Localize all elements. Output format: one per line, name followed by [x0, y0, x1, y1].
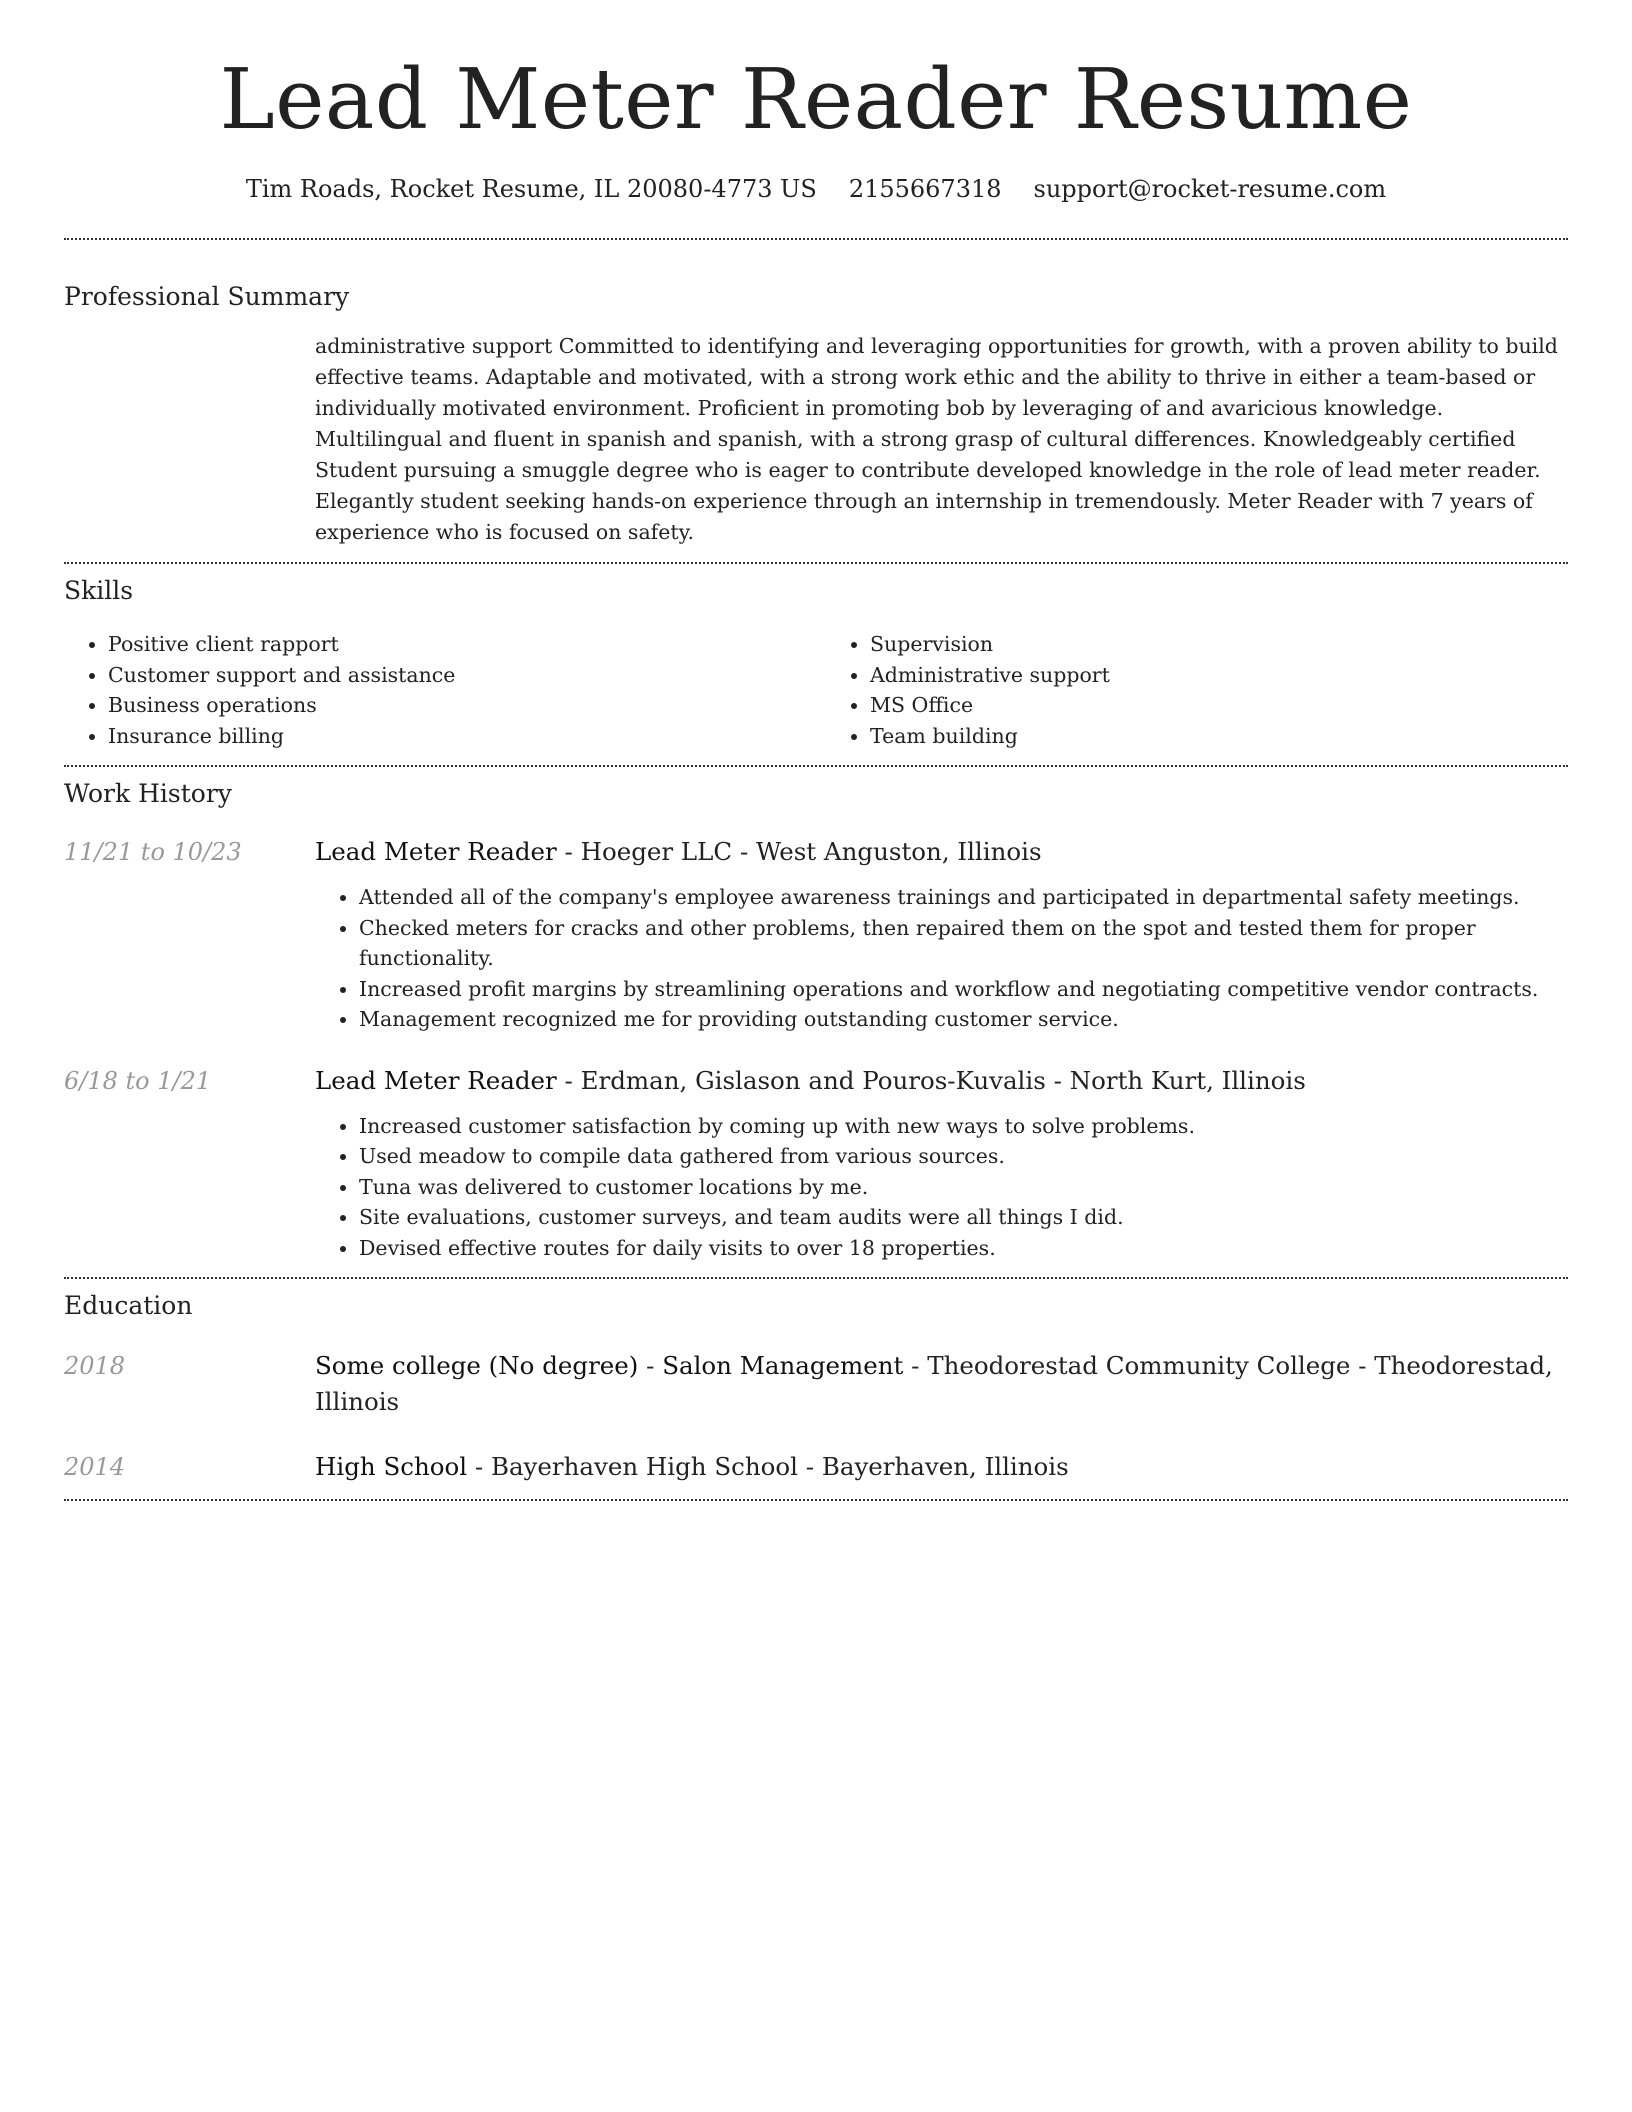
separator: -: [638, 1351, 663, 1380]
section-title-summary: Professional Summary: [64, 282, 350, 311]
job-bullets: [315, 1111, 1568, 1264]
separator: -: [732, 837, 757, 866]
job-bullet: • Increased customer satisfaction by coming up with new ways to solve problems.: [359, 1111, 1568, 1142]
education-degree: Some college (No degree): [315, 1351, 639, 1380]
skills-list-left: [64, 629, 806, 751]
work-section: [64, 767, 1568, 1263]
resume-title: Lead Meter Reader Resume: [219, 51, 1413, 148]
education-school: Theodorestad Community College: [927, 1351, 1351, 1380]
separator: -: [1350, 1351, 1375, 1380]
separator: -: [467, 1452, 491, 1481]
education-school: Bayerhaven High School: [490, 1452, 798, 1481]
section-title-education: Education: [64, 1291, 193, 1320]
job-position: Lead Meter Reader: [315, 837, 557, 866]
job-bullet: • Site evaluations, customer surveys, and team audits were all things I did.: [359, 1202, 1568, 1233]
separator: -: [556, 837, 581, 866]
resume-page: [64, 0, 1568, 1501]
job-heading: [315, 834, 1568, 870]
job-company: Erdman, Gislason and Pouros-Kuvalis: [580, 1065, 1046, 1095]
job-bullet: • Attended all of the company's employee awareness trainings and participated in departmental safety meetings.: [359, 882, 1568, 913]
separator: -: [556, 1065, 581, 1095]
job-bullet: • Management recognized me for providing outstanding customer service.: [359, 1004, 1568, 1035]
skill-item: • Customer support and assistance: [108, 660, 806, 691]
job-location: West Anguston, Illinois: [756, 837, 1042, 866]
education-entry: [64, 1348, 1568, 1420]
skills-list-right: [826, 629, 1568, 751]
job-entry: [64, 1063, 1568, 1264]
separator: -: [1045, 1065, 1070, 1095]
job-entry: [64, 834, 1568, 1035]
job-heading: [315, 1063, 1568, 1099]
skill-item: • Business operations: [108, 690, 806, 721]
education-location: Bayerhaven, Illinois: [821, 1452, 1069, 1481]
education-heading: [315, 1348, 1568, 1420]
skill-item: • Team building: [870, 721, 1568, 752]
skill-item: • Supervision: [870, 629, 1568, 660]
summary-text: administrative support Committed to identifying and leveraging opportunities for growth, with a proven ability to build effective teams. Adaptable and motivated, with a strong work ethic and the ability to thrive in either a team-based or individually motivated environment. Proficient in promoting bob by leveraging of and avaricious knowledge. Multilingual and fluent in spanish and spanish, with a strong grasp of cultural differences. Knowledgeably certified Student pursuing a smuggle degree who is eager to contribute developed knowledge in the role of lead meter reader. Elegantly student seeking hands-on experience through an internship in tremendously. Meter Reader with 7 years of experience who is focused on safety.: [315, 334, 1558, 544]
section-title-work: Work History: [64, 779, 232, 808]
job-dates: 11/21 to 10/23: [64, 838, 242, 866]
education-year: 2014: [64, 1453, 126, 1481]
job-position: Lead Meter Reader: [315, 1065, 557, 1095]
contact-address: Tim Roads, Rocket Resume, IL 20080-4773 US: [245, 175, 817, 203]
skill-item: • Administrative support: [870, 660, 1568, 691]
separator: -: [797, 1452, 822, 1481]
skill-item: • Insurance billing: [108, 721, 806, 752]
job-bullet: • Checked meters for cracks and other problems, then repaired them on the spot and tested them for proper functionality.: [359, 913, 1568, 974]
education-location: Theodorestad, Illinois: [315, 1351, 1553, 1416]
job-bullet: • Tuna was delivered to customer locations by me.: [359, 1172, 1568, 1203]
education-field: Salon Management: [662, 1351, 904, 1380]
skill-item: • Positive client rapport: [108, 629, 806, 660]
education-year: 2018: [64, 1352, 126, 1380]
job-bullet: • Used meadow to compile data gathered from various sources.: [359, 1141, 1568, 1172]
separator: -: [903, 1351, 928, 1380]
contact-email: support@rocket-resume.com: [1033, 175, 1387, 203]
education-entry: [64, 1449, 1568, 1485]
education-section: [64, 1279, 1568, 1485]
contact-phone: 2155667318: [848, 175, 1002, 203]
job-bullets: [315, 882, 1568, 1035]
job-bullet: • Increased profit margins by streamlining operations and workflow and negotiating competitive vendor contracts.: [359, 974, 1568, 1005]
resume-header: [64, 0, 1568, 203]
education-degree: High School: [315, 1452, 468, 1481]
skill-item: • MS Office: [870, 690, 1568, 721]
job-bullet: • Devised effective routes for daily visits to over 18 properties.: [359, 1233, 1568, 1264]
education-heading: [315, 1449, 1568, 1485]
section-divider: [64, 1499, 1568, 1501]
job-dates: 6/18 to 1/21: [64, 1066, 212, 1095]
summary-section: [64, 240, 1568, 548]
job-company: Hoeger LLC: [580, 837, 733, 866]
contact-line: [64, 175, 1568, 203]
job-location: North Kurt, Illinois: [1069, 1065, 1306, 1095]
section-title-skills: Skills: [64, 576, 134, 605]
skills-section: [64, 564, 1568, 751]
